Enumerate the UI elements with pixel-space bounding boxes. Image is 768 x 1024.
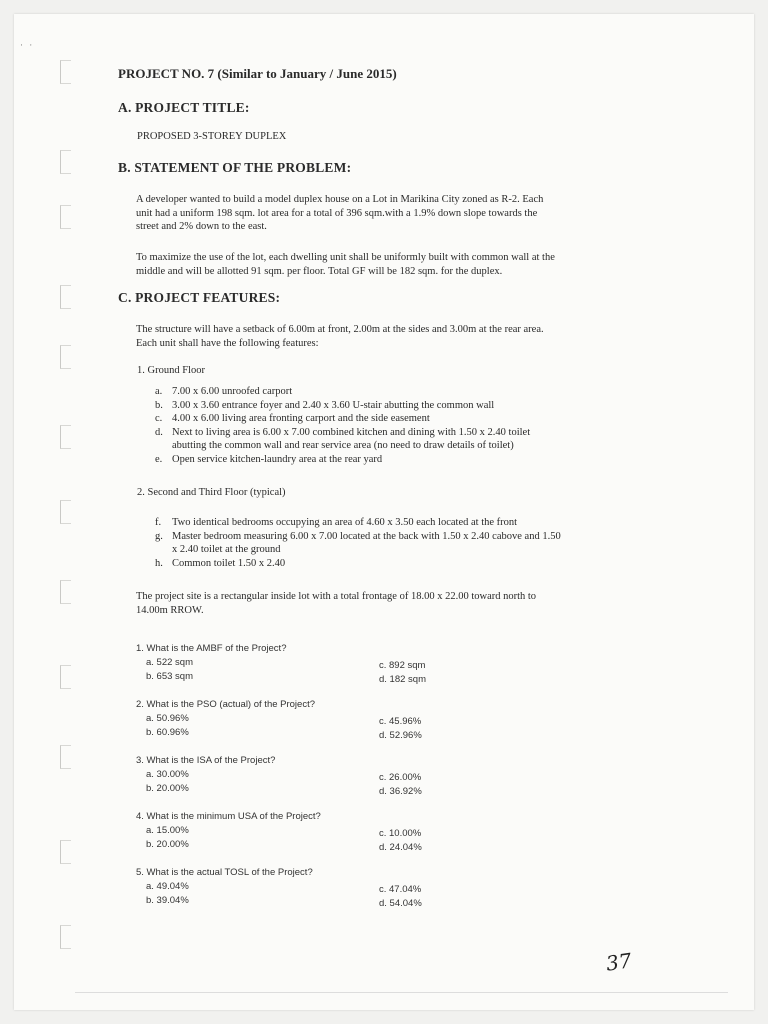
list-item [155, 516, 655, 530]
question-3 [136, 755, 576, 795]
item-letter: c. [155, 413, 163, 424]
question-4 [136, 811, 576, 851]
item-letter: b. [155, 399, 163, 411]
item-letter: g. [155, 530, 163, 542]
item-text: 4.00 x 6.00 living area fronting carport and the side easement [172, 413, 430, 424]
question-2 [136, 699, 576, 739]
text-line: The project site is a rectangular inside lot with a total frontage of 18.00 x 22.00 toward north to [136, 591, 537, 602]
option-a: a. 30.00% [146, 769, 189, 780]
question-text: 5. What is the actual TOSL of the Project? [136, 867, 313, 878]
option-d: d. 54.04% [379, 898, 422, 909]
binder-mark [60, 285, 71, 309]
option-c: c. 26.00% [379, 772, 422, 783]
text-line: A developer wanted to build a model duplex house on a Lot in Marikina City zoned as R-2. Each [136, 194, 544, 205]
binder-mark [60, 150, 71, 174]
item-letter: e. [155, 453, 163, 465]
binder-mark [60, 840, 71, 864]
list-item [155, 557, 655, 571]
text-line: abutting the common wall and rear service area (no need to draw details of toilet) [172, 440, 514, 451]
option-b: b. 20.00% [146, 783, 189, 794]
binder-mark [60, 580, 71, 604]
text-line: x 2.40 toilet at the ground [172, 544, 281, 555]
binder-mark [60, 205, 71, 229]
list-item [155, 453, 655, 467]
text-line: unit had a uniform 198 sqm. lot area for a total of 396 sqm.with a 1.9% down slope towards the [136, 207, 538, 219]
option-c: c. 10.00% [379, 828, 422, 839]
binder-mark [60, 425, 71, 449]
item-text [172, 530, 561, 557]
divider [75, 992, 728, 993]
binder-mark [60, 60, 71, 84]
item-letter: f. [155, 517, 162, 528]
question-1 [136, 643, 576, 683]
features-intro [136, 323, 656, 350]
text-line: Each unit shall have the following features: [136, 337, 319, 349]
list-item [155, 426, 655, 453]
upper-floor-label: 2. Second and Third Floor (typical) [137, 487, 286, 498]
binder-mark [60, 665, 71, 689]
option-a: a. 49.04% [146, 881, 189, 892]
question-text: 1. What is the AMBF of the Project? [136, 643, 287, 654]
item-letter: a. [155, 386, 163, 397]
item-text: 7.00 x 6.00 unroofed carport [172, 386, 293, 397]
document-header: PROJECT NO. 7 (Similar to January / June 2015) [118, 66, 397, 81]
question-text: 4. What is the minimum USA of the Project? [136, 811, 321, 822]
problem-paragraph-2 [136, 251, 656, 278]
upper-floor-list [155, 516, 655, 570]
list-item [155, 399, 655, 413]
item-letter: h. [155, 557, 163, 569]
ground-floor-label: 1. Ground Floor [137, 365, 205, 376]
item-text [172, 426, 530, 453]
option-a: a. 50.96% [146, 713, 189, 724]
text-line: The structure will have a setback of 6.00m at front, 2.00m at the sides and 3.00m at the rear area. [136, 324, 544, 335]
text-line: 14.00m RROW. [136, 604, 204, 616]
text-line: middle and will be allotted 91 sqm. per floor. Total GF will be 182 sqm. for the duplex. [136, 265, 503, 277]
option-d: d. 36.92% [379, 786, 422, 797]
item-text: Common toilet 1.50 x 2.40 [172, 557, 286, 569]
section-c-heading: C. PROJECT FEATURES: [118, 290, 281, 305]
problem-paragraph-1 [136, 193, 656, 234]
text-line: Master bedroom measuring 6.00 x 7.00 located at the back with 1.50 x 2.40 cabove and 1.50 [172, 530, 561, 542]
binder-mark [60, 500, 71, 524]
item-text: Open service kitchen-laundry area at the rear yard [172, 453, 383, 465]
list-item [155, 412, 655, 426]
item-letter: d. [155, 426, 163, 438]
option-a: a. 15.00% [146, 825, 189, 836]
binder-mark [60, 745, 71, 769]
item-text: Two identical bedrooms occupying an area of 4.60 x 3.50 each located at the front [172, 517, 518, 528]
item-text: 3.00 x 3.60 entrance foyer and 2.40 x 3.60 U-stair abutting the common wall [172, 399, 495, 411]
option-d: d. 182 sqm [379, 674, 426, 685]
option-b: b. 653 sqm [146, 671, 193, 682]
question-text: 3. What is the ISA of the Project? [136, 755, 276, 766]
ground-floor-list [155, 385, 655, 466]
site-paragraph [136, 590, 656, 617]
handwritten-page-mark: 37 [604, 948, 633, 976]
option-a: a. 522 sqm [146, 657, 193, 668]
option-c: c. 47.04% [379, 884, 422, 895]
text-line: street and 2% down to the east. [136, 221, 267, 232]
text-line: Next to living area is 6.00 x 7.00 combined kitchen and dining with 1.50 x 2.40 toilet [172, 426, 531, 438]
option-b: b. 60.96% [146, 727, 189, 738]
section-b-heading: B. STATEMENT OF THE PROBLEM: [118, 160, 352, 175]
binder-mark [60, 925, 71, 949]
project-title: PROPOSED 3-STOREY DUPLEX [137, 131, 287, 142]
text-line: To maximize the use of the lot, each dwelling unit shall be uniformly built with common wall at the [136, 252, 555, 263]
option-c: c. 45.96% [379, 716, 422, 727]
option-c: c. 892 sqm [379, 660, 426, 671]
section-a-heading: A. PROJECT TITLE: [118, 100, 250, 115]
question-5 [136, 867, 576, 907]
list-item [155, 530, 655, 557]
option-d: d. 52.96% [379, 730, 422, 741]
option-d: d. 24.04% [379, 842, 422, 853]
option-b: b. 20.00% [146, 839, 189, 850]
option-b: b. 39.04% [146, 895, 189, 906]
binder-mark [60, 345, 71, 369]
scan-specks: · · [20, 40, 35, 50]
question-text: 2. What is the PSO (actual) of the Project? [136, 699, 315, 710]
list-item [155, 385, 655, 399]
